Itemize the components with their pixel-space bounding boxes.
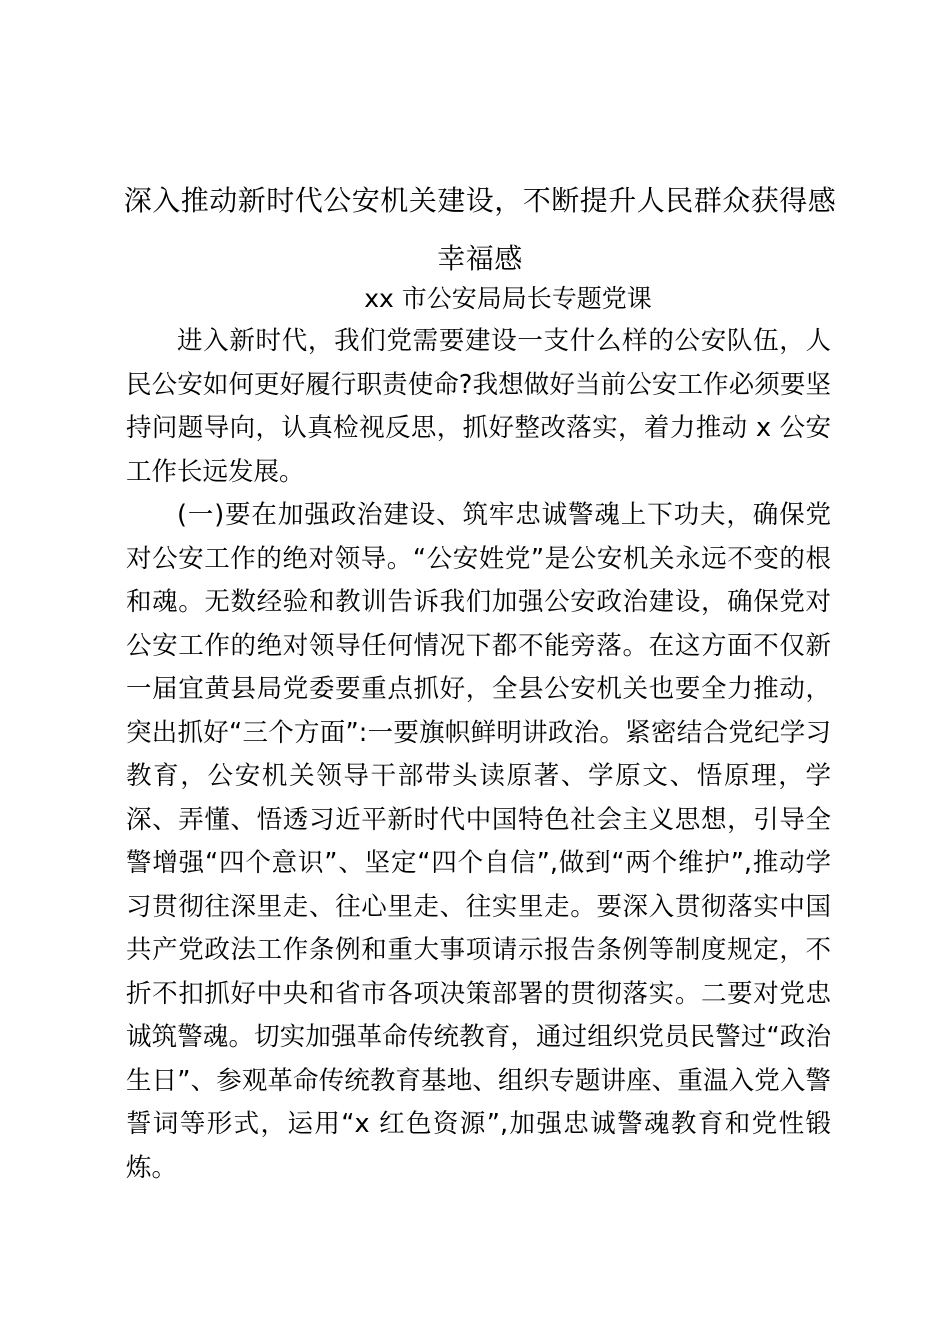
document-subtitle: xx 市公安局局长专题党课 bbox=[364, 284, 652, 313]
paragraph-section-one: (一)要在加强政治建设、筑牢忠诚警魂上下功夫，确保党对公安工作的绝对领导。“公安姓党”是公安机关永远不变的根和魂。无数经验和教训告诉我们加强公安政治建设，确保党对公安工作的绝对领导任何情况下都不能旁落。在这方面不仅新一届宜黄县局党委要重点抓好，全县公安机关也要全力推动，突出抓好“三个方面”:一要旗帜鲜明讲政治。紧密结合党纪学习教育，公安机关领导干部带头读原著、学原文、悟原理，学深、弄懂、悟透习近平新时代中国特色社会主义思想，引导全警增强“四个意识”、坚定“四个自信”,做到“两个维护”,推动学习贯彻往深里走、往心里走、往实里走。要深入贯彻落实中国共产党政法工作条例和重大事项请示报告条例等制度规定，不折不扣抓好中央和省市各项决策部署的贯彻落实。二要对党忠诚筑警魂。切实加强革命传统教育，通过组织党员民警过“政治生日”、参观革命传统教育基地、组织专题讲座、重温入党入警誓词等形式，运用“x 红色资源”,加强忠诚警魂教育和党性锻炼。 bbox=[126, 500, 831, 1183]
document-title: 深入推动新时代公安机关建设，不断提升人民群众获得感幸福感 bbox=[123, 184, 837, 275]
document-body bbox=[126, 320, 831, 1190]
paragraph-intro: 进入新时代，我们党需要建设一支什么样的公安队伍，人民公安如何更好履行职责使命?我想做好当前公安工作必须要坚持问题导向，认真检视反思，抓好整改落实，着力推动 x 公安工作长远发展。 bbox=[126, 326, 831, 487]
